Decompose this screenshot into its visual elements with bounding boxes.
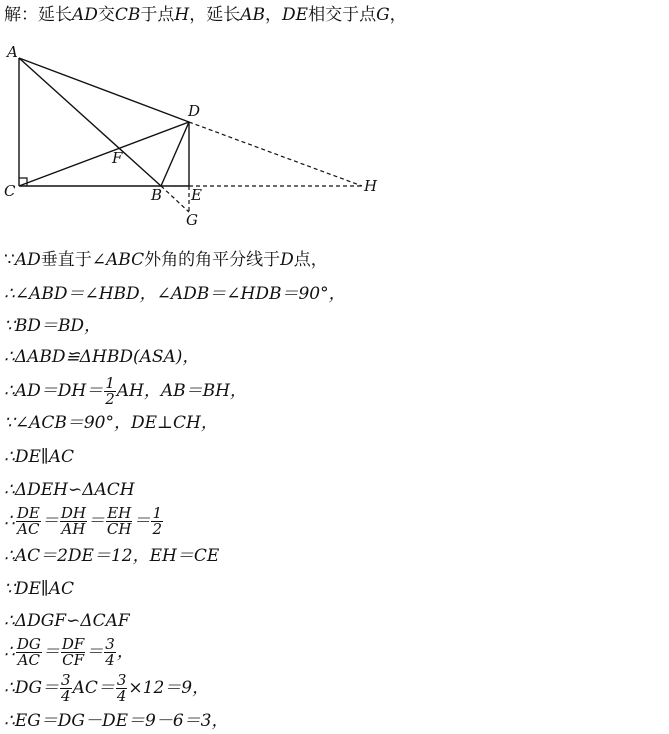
fraction	[104, 376, 116, 407]
fraction	[61, 637, 85, 668]
equals-sign: ＝	[87, 511, 105, 531]
fraction-denominator: AC	[17, 651, 40, 669]
step-8: ∴ΔDEH∽ΔACH	[4, 480, 135, 500]
point-label-e: E	[191, 186, 202, 204]
step-1	[4, 250, 328, 270]
step-text: ∵	[4, 250, 15, 270]
intro-text: 交	[97, 5, 115, 25]
intro-g: G	[376, 5, 390, 25]
step-12: ∴ΔDGF∽ΔCAF	[4, 611, 130, 631]
fraction	[106, 506, 133, 537]
step-math: ∴	[4, 511, 15, 531]
step-9	[4, 503, 164, 539]
fraction-denominator: 4	[105, 651, 115, 669]
point-label-f: F	[112, 149, 123, 167]
intro-h: H	[174, 5, 190, 25]
step-math: AH，AB＝BH，	[116, 381, 247, 401]
fraction	[16, 506, 41, 537]
intro-de: DE	[282, 5, 309, 25]
point-label-g: G	[186, 211, 198, 229]
intro-text: ，延长	[189, 5, 241, 25]
step-text: 点，	[293, 250, 328, 270]
step-7: ∴DE∥AC	[4, 447, 74, 467]
fraction-numerator: EH	[107, 504, 132, 522]
step-4: ∴ΔABD≌ΔHBD(ASA)，	[4, 347, 200, 367]
fraction-numerator: DH	[60, 504, 86, 522]
step-math: ABC	[106, 250, 145, 270]
intro-text: ，	[265, 5, 283, 25]
fraction-numerator: DF	[61, 635, 85, 653]
fraction	[60, 673, 72, 704]
fraction-numerator: 1	[105, 374, 115, 392]
fraction	[116, 673, 128, 704]
step-math: ∴DG＝	[4, 678, 60, 698]
step-2: ∴∠ABD＝∠HBD，∠ADB＝∠HDB＝90°，	[4, 284, 346, 304]
intro-text: 于点	[140, 5, 175, 25]
step-10: ∴AC＝2DE＝12，EH＝CE	[4, 546, 220, 566]
step-math: ×12＝9，	[128, 678, 210, 698]
point-label-h: H	[364, 177, 378, 195]
step-math: AD	[14, 250, 41, 270]
step-math: D	[280, 250, 294, 270]
point-label-b: B	[151, 186, 163, 204]
fraction-numerator: DG	[16, 635, 41, 653]
intro-cb: CB	[114, 5, 141, 25]
step-14	[4, 670, 209, 706]
fraction	[60, 506, 87, 537]
fraction-numerator: 3	[116, 671, 127, 689]
fraction-numerator: DE	[16, 504, 40, 522]
point-label-d: D	[188, 102, 201, 120]
fraction-denominator: CF	[62, 651, 84, 669]
geometry-figure	[0, 0, 669, 245]
step-5	[4, 373, 247, 409]
fraction	[151, 506, 163, 537]
point-label-a: A	[7, 43, 18, 61]
fraction-numerator: 3	[105, 635, 115, 653]
fraction-denominator: AC	[17, 520, 40, 538]
equals-sign: ＝	[42, 642, 60, 662]
intro-text: 相交于点	[308, 5, 377, 25]
intro-text: 解：延长	[4, 5, 72, 25]
step-math: AC＝	[72, 678, 115, 698]
fraction-denominator: AH	[61, 520, 86, 538]
point-label-c: C	[4, 182, 16, 200]
fraction-denominator: 2	[152, 520, 163, 538]
step-6: ∵∠ACB＝90°，DE⊥CH，	[4, 413, 218, 433]
fraction-denominator: CH	[106, 520, 132, 538]
step-13	[4, 634, 134, 670]
equals-sign: ＝	[133, 511, 151, 531]
fraction-numerator: 3	[61, 671, 71, 689]
fraction	[104, 637, 116, 668]
step-math: ∴AD＝DH＝	[4, 381, 104, 401]
segment-bg-dashed	[161, 186, 189, 212]
step-15: ∴EG＝DG－DE＝9－6＝3，	[4, 711, 229, 731]
step-text: 外角的角平分线于	[144, 250, 281, 270]
fraction-denominator: 4	[116, 687, 127, 705]
step-math: ，	[116, 642, 134, 662]
equals-sign: ＝	[86, 642, 104, 662]
step-3: ∵BD＝BD，	[4, 316, 102, 336]
segment-dh-dashed	[189, 122, 362, 186]
step-text: 垂直于∠	[40, 250, 106, 270]
intro-text: ，	[389, 5, 407, 25]
fraction-numerator: 1	[152, 504, 163, 522]
fraction-denominator: 4	[61, 687, 71, 705]
fraction-denominator: 2	[105, 390, 115, 408]
intro-ad: AD	[72, 5, 98, 25]
fraction	[16, 637, 42, 668]
intro-ab: AB	[240, 5, 266, 25]
segment-cd	[19, 122, 189, 186]
step-11: ∵DE∥AC	[4, 579, 74, 599]
equals-sign: ＝	[41, 511, 59, 531]
segment-ad	[19, 58, 189, 122]
segment-ab	[19, 58, 161, 186]
step-math: ∴	[4, 642, 15, 662]
